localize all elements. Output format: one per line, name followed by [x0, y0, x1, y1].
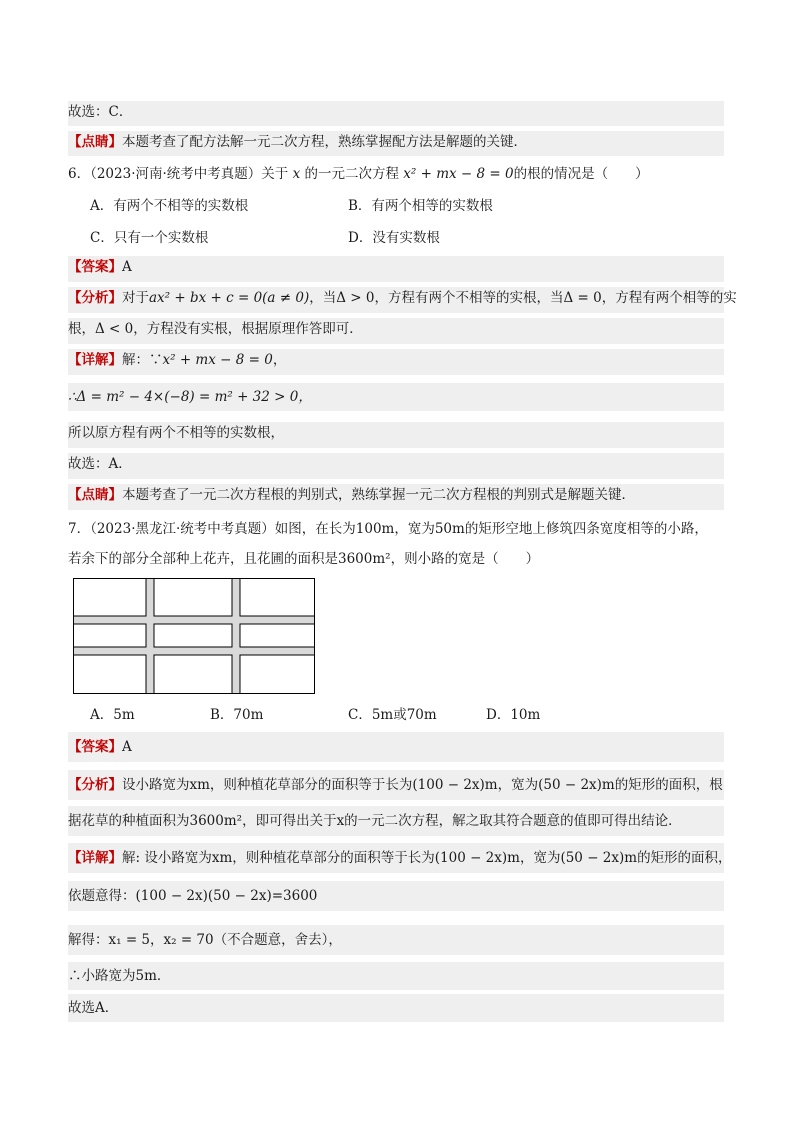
q6-prefix: 6．（2023·河南·统考中考真题）关于 [68, 166, 289, 182]
q6-detail-d: 故选：A． [68, 456, 132, 472]
q7-option-d: D．10m [486, 707, 541, 723]
q6-detail-a: 解：∵ [122, 352, 163, 368]
q7-detail-line-4 [68, 962, 724, 990]
comment-tag: 【点睛】 [68, 134, 122, 150]
q6-detail-line-3 [68, 422, 724, 448]
q7-analysis-a: 设小路宽为xm，则种植花草部分的面积等于长为(100 − 2x)m，宽为(50 − 2x)m的矩形的面积，根 [122, 777, 723, 793]
q7-option-a: A．5m [90, 707, 135, 723]
q6-analysis-b: ，当Δ > 0，方程有两个不相等的实根，当Δ = 0，方程有两个相等的实 [309, 290, 737, 306]
detail-tag-2: 【详解】 [68, 850, 122, 866]
q6-detail-line-4 [68, 453, 724, 479]
q7-analysis-b: 据花草的种植面积为3600m²，即可得出关于x的一元二次方程，解之取其符合题意的值即可得出结论． [68, 813, 682, 829]
q6-answer-line [68, 256, 724, 282]
q6-option-b: B．有两个相等的实数根 [348, 198, 493, 214]
q6-detail-line-2 [68, 383, 724, 411]
q6-option-d: D．没有实数根 [348, 230, 440, 246]
q6-equation: x² + mx − 8 = 0 [403, 166, 514, 182]
q7-option-c: C．5m或70m [348, 707, 437, 723]
q6-analysis-eq: ax² + bx + c = 0(a ≠ 0) [149, 290, 310, 306]
question-7-stem-1: 7．（2023·黑龙江·统考中考真题）如图，在长为100m，宽为50m的矩形空地上修筑四条宽度相等的小路， [68, 521, 708, 537]
q6-option-a: A．有两个不相等的实数根 [90, 198, 249, 214]
q6-detail-line-1 [68, 349, 724, 375]
q6-comment-line [68, 484, 724, 510]
conclusion-text: 故选：C． [68, 104, 133, 120]
road-vertical-2 [232, 579, 240, 693]
garden-figure [73, 578, 315, 694]
q7-answer-line [68, 732, 724, 762]
q7-detail-line-5 [68, 994, 724, 1022]
road-horizontal-1 [74, 616, 314, 624]
q7-detail-e: 故选A． [68, 1000, 119, 1016]
q6-detail-eq: x² + mx − 8 = 0 [162, 352, 273, 368]
q7-detail-line-2 [68, 881, 724, 911]
detail-tag: 【详解】 [68, 352, 122, 368]
q7-detail-line-3 [68, 925, 724, 955]
q6-var: x [292, 166, 301, 182]
answer-tag: 【答案】 [68, 259, 122, 275]
comment-text: 本题考查了配方法解一元二次方程，熟练掌握配方法是解题的关键． [122, 134, 527, 150]
q7-analysis-line-1 [68, 770, 724, 800]
q7-option-b: B．70m [210, 707, 264, 723]
q6-analysis-line-2 [68, 318, 724, 344]
comment-tag-2: 【点睛】 [68, 487, 122, 503]
road-vertical-1 [146, 579, 154, 693]
answer-tag-2: 【答案】 [68, 739, 122, 755]
question-7-stem-2: 若余下的部分全部种上花卉，且花圃的面积是3600m²，则小路的宽是（ ） [68, 551, 540, 567]
q7-detail-d: ∴小路宽为5m． [68, 968, 171, 984]
comment-line [68, 131, 724, 156]
analysis-tag-2: 【分析】 [68, 777, 122, 793]
q7-detail-line-1 [68, 843, 732, 873]
q6-analysis-a: 对于 [122, 290, 149, 306]
conclusion-line [68, 101, 724, 126]
q6-analysis-line-1 [68, 287, 737, 313]
q6-comment-text: 本题考查了一元二次方程根的判别式，熟练掌握一元二次方程根的判别式是解题关键． [122, 487, 635, 503]
q7-analysis-line-2 [68, 806, 724, 836]
q6-option-c: C．只有一个实数根 [90, 230, 209, 246]
figure-outer-rect [74, 579, 315, 694]
q6-detail-a2: ， [272, 352, 287, 368]
q7-detail-a: 解: 设小路宽为xm，则种植花草部分的面积等于长为(100 − 2x)m，宽为(50 − 2x)m的矩形的面积， [122, 850, 732, 866]
q6-mid: 的一元二次方程 [304, 166, 399, 182]
q6-suffix: 的根的情况是（ ） [513, 166, 649, 182]
q7-detail-c: 解得：x₁ = 5，x₂ = 70（不合题意，舍去）， [68, 932, 342, 948]
q6-detail-c: 所以原方程有两个不相等的实数根， [68, 425, 284, 441]
q7-detail-b: 依题意得：(100 − 2x)(50 − 2x)=3600 [68, 888, 318, 904]
question-6-stem [68, 163, 724, 185]
road-horizontal-2 [74, 647, 314, 655]
q6-analysis-c: 根，Δ < 0，方程没有实根，根据原理作答即可． [68, 321, 363, 337]
q6-answer: A [122, 259, 132, 275]
analysis-tag: 【分析】 [68, 290, 122, 306]
q6-detail-b: ∴Δ = m² − 4×(−8) = m² + 32 > 0， [68, 389, 312, 405]
q7-answer: A [122, 739, 132, 755]
